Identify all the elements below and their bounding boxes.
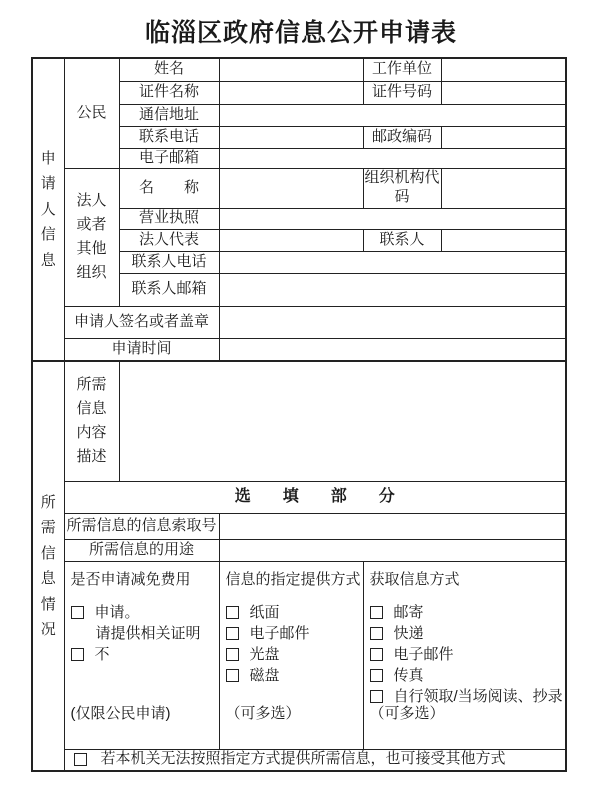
fee-waiver-cell [64,561,219,749]
checkbox-icon[interactable] [226,627,239,640]
org-code-label: 组织机构代码 [363,168,441,208]
fallback-option-row [64,749,566,771]
contact-person-label: 联系人 [363,229,441,251]
name-label: 姓名 [119,58,219,81]
work-unit-label: 工作单位 [363,58,441,81]
description-value-cell[interactable] [119,361,566,481]
applicant-info-side-label: 申请人信息 [32,58,64,361]
table-row [32,361,566,481]
option-label: 不 [94,645,110,663]
business-license-value-cell[interactable] [219,208,566,229]
form-title: 临淄区政府信息公开申请表 [144,19,457,47]
phone-value-cell[interactable] [219,126,363,148]
id-name-label: 证件名称 [119,81,219,104]
checkbox-icon[interactable] [71,606,84,619]
org-code-value-cell[interactable] [441,168,566,208]
option-label: 光盘 [249,645,280,663]
checkbox-icon[interactable] [226,606,239,619]
checkbox-icon[interactable] [370,669,383,682]
fee-waiver-header: 是否申请减免费用 [70,570,191,588]
work-unit-value-cell[interactable] [441,58,566,81]
index-number-value-cell[interactable] [219,513,566,539]
delivery-method-footnote: （可多选） [225,704,301,722]
obtain-method-header: 获取信息方式 [369,570,460,588]
usage-label: 所需信息的用途 [64,539,219,561]
option-label: 电子邮件 [249,624,310,642]
checkbox-icon[interactable] [71,648,84,661]
id-number-label: 证件号码 [363,81,441,104]
contact-phone-label: 联系人电话 [119,251,219,273]
table-row [32,481,566,513]
contact-phone-value-cell[interactable] [219,251,566,273]
table-row [32,306,566,338]
delivery-option [226,666,280,684]
option-label: 传真 [393,666,424,684]
phone-label: 联系电话 [119,126,219,148]
postal-code-value-cell[interactable] [441,126,566,148]
org-name-label: 名 称 [119,168,219,208]
delivery-method-cell [219,561,363,749]
option-label: 邮寄 [393,603,424,621]
checkbox-icon[interactable] [370,627,383,640]
delivery-method-header: 信息的指定提供方式 [225,570,361,588]
business-license-label: 营业执照 [119,208,219,229]
required-info-side-label: 所需信息情况 [32,361,64,771]
checkbox-icon[interactable] [74,753,87,766]
option-label: 磁盘 [249,666,280,684]
table-row [32,338,566,361]
obtain-option [370,687,563,705]
obtain-method-cell [363,561,566,749]
address-value-cell[interactable] [219,104,566,126]
id-name-value-cell[interactable] [219,81,363,104]
table-row [32,749,566,771]
delivery-option [226,603,280,621]
fee-waiver-option-no [71,645,110,663]
fallback-option-label: 若本机关无法按照指定方式提供所需信息，也可接受其他方式 [100,750,506,768]
signature-label: 申请人签名或者盖章 [64,306,219,338]
obtain-option [370,603,424,621]
option-label: 电子邮件 [393,645,454,663]
table-row [32,561,566,749]
fee-waiver-footnote: (仅限公民申请) [70,704,171,722]
checkbox-icon[interactable] [226,648,239,661]
obtain-option [370,666,424,684]
address-label: 通信地址 [119,104,219,126]
optional-section-header: 选 填 部 分 [64,481,566,513]
checkbox-icon[interactable] [370,648,383,661]
org-name-value-cell[interactable] [219,168,363,208]
contact-email-label: 联系人邮箱 [119,273,219,306]
contact-person-value-cell[interactable] [441,229,566,251]
name-value-cell[interactable] [219,58,363,81]
index-number-label: 所需信息的信息索取号 [64,513,219,539]
apply-time-label: 申请时间 [64,338,219,361]
contact-email-value-cell[interactable] [219,273,566,306]
postal-code-label: 邮政编码 [363,126,441,148]
legal-representative-label: 法人代表 [119,229,219,251]
fee-waiver-apply-note: 请提供相关证明 [95,624,201,642]
table-row [32,513,566,539]
obtain-option [370,645,454,663]
checkbox-icon[interactable] [226,669,239,682]
table-row [32,168,566,208]
option-label: 纸面 [249,603,280,621]
delivery-option [226,645,280,663]
legal-group-label: 法人或者其他组织 [64,168,119,306]
description-label: 所需信息内容描述 [64,361,119,481]
application-form-table [31,57,567,772]
obtain-option [370,624,424,642]
usage-value-cell[interactable] [219,539,566,561]
apply-time-value-cell[interactable] [219,338,566,361]
checkbox-icon[interactable] [370,690,383,703]
checkbox-icon[interactable] [370,606,383,619]
option-label: 自行领取/当场阅读、抄录 [393,687,563,705]
email-label: 电子邮箱 [119,148,219,168]
obtain-method-footnote: （可多选） [369,704,445,722]
option-label: 申请。 [94,603,140,621]
legal-representative-value-cell[interactable] [219,229,363,251]
table-row [32,58,566,81]
table-row [32,539,566,561]
email-value-cell[interactable] [219,148,566,168]
id-number-value-cell[interactable] [441,81,566,104]
citizen-group-label: 公民 [64,58,119,168]
signature-value-cell[interactable] [219,306,566,338]
fee-waiver-option-apply [71,603,140,621]
option-label: 快递 [393,624,424,642]
delivery-option [226,624,310,642]
